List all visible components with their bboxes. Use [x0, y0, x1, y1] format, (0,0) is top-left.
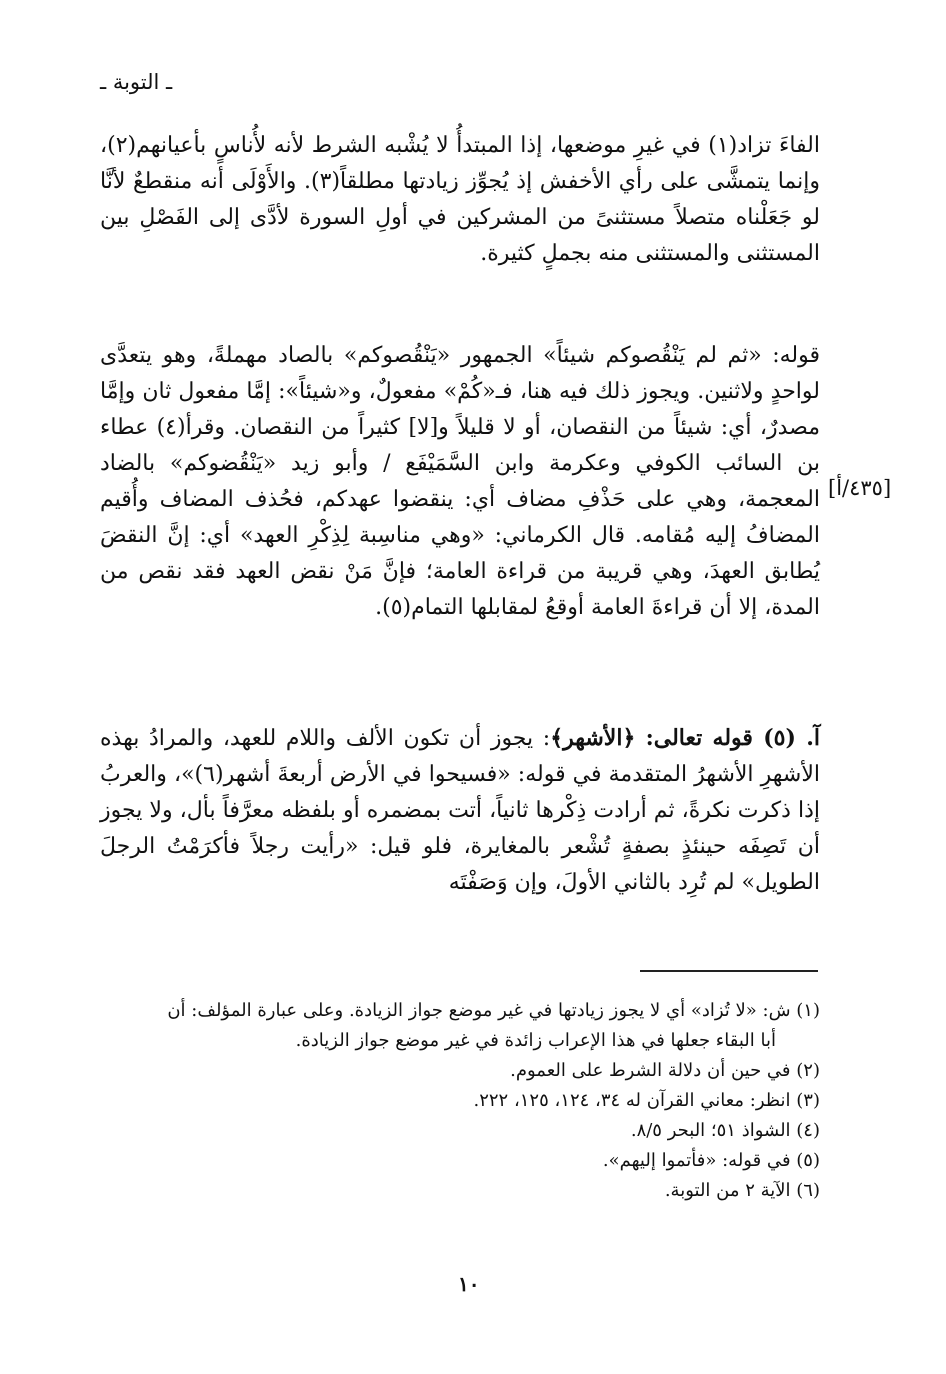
footnote: (٤) الشواذ ٥١؛ البحر ٨/٥.: [630, 1120, 820, 1141]
footnote-separator: [640, 970, 818, 972]
page-number: ١٠: [458, 1272, 480, 1296]
footnote: (١) ش: «لا تُزاد» أي لا يجوز زيادتها في غير موضع جواز الزيادة. وعلى عبارة المؤلف: أن: [167, 1000, 820, 1021]
paragraph-text: الفاءَ تزاد(١) في غيرِ موضعها، إذا المبتدأُ لا يُشْبه الشرط لأنه لأُناسٍ بأعيانهم(٢)، وإنما يتمشَّى على رأي الأخفش إذ يُجوِّز زيادتها مطلقاً(٣). والأَوْلَى أنه منقطعٌ لأنَّا لو جَعَلْناه متصلاً مستثنىً من المشركين في أولِ السورة لأدَّى إلى الفَصْلِ بين المستثنى والمستثنى منه بجملٍ كثيرة.: [100, 133, 820, 266]
paragraph-3: [100, 720, 820, 901]
paragraph-2: [100, 338, 820, 626]
paragraph-text: قوله: «ثم لم يَنْقُصوكم شيئاً» الجمهور «يَنْقُصوكم» بالصاد مهملةً، وهو يتعدَّى لواحدٍ ولاثنين. ويجوز ذلك فيه هنا، فـ«كُمْ» مفعولٌ، و«شيئاً»: إمَّا مفعول ثان وإمَّا مصدرٌ، أي: شيئاً من النقصان، أو لا قليلاً و[لا] كثيراً من النقصان. وقرأ(٤) عطاء بن السائب الكوفي وعكرمة وابن السَّمَيْفَع / وأبو زيد «يَنْقُضوكم» بالضاد المعجمة، وهي على حَذْفِ مضاف أي: ينقضوا عهدكم، فحُذف المضاف وأُقيم المضافُ إليه مُقامه. قال الكرماني: «وهي مناسِبة لِذِكْرِ العهد» أي: إنَّ النقضَ يُطابق العهدَ، وهي قريبة من قراءة العامة؛ فإنَّ مَنْ نقض العهد فقد نقص من المدة، إلا أن قراءةَ العامة أوقعُ لمقابلها التمام(٥).: [100, 343, 820, 620]
verse-commentary: : يجوز أن تكون الألف واللام للعهد، والمرادُ بهذه الأشهرِ الأشهرُ المتقدمة في قوله: «فسيحوا في الأرض أربعةَ أشهر(٦)»، والعربُ إذا ذكرت نكرةً، ثم أرادت ذِكْرها ثانياً، أتت بمضمره أو بلفظه معرَّفاً بأل، ولا يجوز أن تَصِفَه حينئذٍ بصفةٍ تُشْعر بالمغايرة، فلو قيل: «رأيت رجلاً فأكرَمْتُ الرجلَ الطويل» لم تُرِد بالثاني الأولَ، وإن وَصَفْتَه: [100, 726, 820, 895]
footnote-continuation: أبا البقاء جعلها في هذا الإعراب زائدة في غير موضع جواز الزيادة.: [295, 1030, 776, 1051]
verse-heading: آ. (٥) قوله تعالى: ﴿الأشهر﴾: [550, 725, 820, 751]
paragraph-text: [100, 720, 820, 901]
footnotes: [100, 996, 820, 1206]
paragraph-1: [100, 128, 820, 272]
running-head: ـ التوبة ـ: [100, 70, 173, 94]
footnote: (٥) في قوله: «فأتموا إليهم».: [602, 1150, 820, 1171]
footnote: (٣) انظر: معاني القرآن له ٣٤، ١٢٤، ١٢٥، ٢٢٢.: [473, 1090, 820, 1111]
folio-marker: [٤٣٥/أ]: [828, 476, 892, 500]
footnote: (٢) في حين أن دلالة الشرط على العموم.: [510, 1060, 820, 1081]
footnote: (٦) الآية ٢ من التوبة.: [664, 1180, 820, 1201]
